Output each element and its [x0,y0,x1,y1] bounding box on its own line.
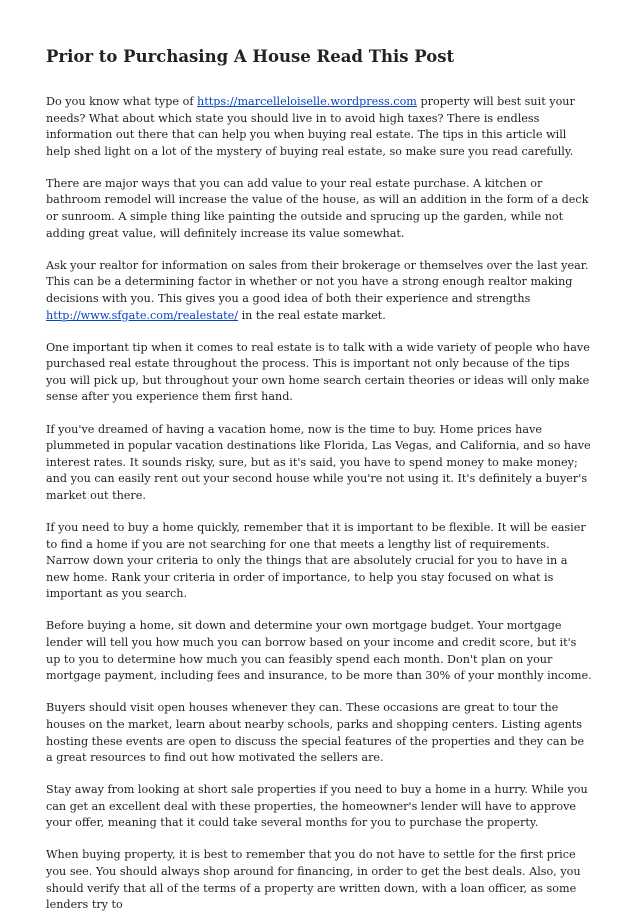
paragraph-1 [46,94,592,160]
paragraph-6: If you need to buy a home quickly, remember that it is important to be flexible. It will be easier to find a home if you are not searching for one that meets a lengthy list of requirements. Narrow down your criteria to only the things that are absolutely crucial for you to have in a new home. Rank your criteria in order of importance, to help you stay focused on what is important as you search. [46,520,586,601]
paragraph-3 [46,258,592,324]
paragraph-5: If you've dreamed of having a vacation home, now is the time to buy. Home prices have plummeted in popular vacation destinations like Florida, Las Vegas, and California, and so have interest rates. It sounds risky, sure, but as it's said, you have to spend money to make money; and you can easily rent out your second house while you're not using it. It's definitely a buyer's market out there. [46,422,591,502]
marcelleloiselle-link[interactable]: https://marcelleloiselle.wordpress.com [197,95,417,108]
paragraph-8: Buyers should visit open houses whenever they can. These occasions are great to tour the houses on the market, learn about nearby schools, parks and shopping centers. Listing agents hosting these events are open to discuss the special features of the properties and they can be a great resources to find out how motivated the sellers are. [46,701,585,765]
paragraph-4: One important tip when it comes to real estate is to talk with a wide variety of people who have purchased real estate throughout the process. This is important not only because of the tips you will pick up, but throughout your own home search certain theories or ideas will only make sense after you experience them first hand. [46,340,590,404]
paragraph-10: When buying property, it is best to remember that you do not have to settle for the first price you see. You should always shop around for financing, in order to get the best deals. Also, you should verify that all of the terms of a property are written down, with a loan officer, as some lenders try to [46,848,581,912]
paragraph-9: Stay away from looking at short sale properties if you need to buy a home in a hurry. While you can get an excellent deal with these properties, the homeowner's lender will have to approve your offer, meaning that it could take several months for you to purchase the property. [46,783,588,830]
paragraph-7: Before buying a home, sit down and determine your own mortgage budget. Your mortgage lender will tell you how much you can borrow based on your income and credit score, but it's up to you to determine how much you can feasibly spend each month. Don't plan on your mortgage payment, including fees and insurance, to be more than 30% of your monthly income. [46,619,592,683]
paragraph-2: There are major ways that you can add value to your real estate purchase. A kitchen or bathroom remodel will increase the value of the house, as will an addition in the form of a deck or sunroom. A simple thing like painting the outside and sprucing up the garden, while not adding great value, will definitely increase its value somewhat. [46,176,589,240]
paragraph-3-text-b: in the real estate market. [238,308,386,322]
paragraph-1-text-a: Do you know what type of [46,95,198,108]
page-title: Prior to Purchasing A House Read This Post [46,47,455,66]
paragraph-3-text-a: Ask your realtor for information on sales from their brokerage or themselves over the last year. This can be a determining factor in whether or not you have a strong enough realtor making decisions with you. This gives you a good idea of both their experience and strengths [46,258,589,305]
sfgate-realestate-link[interactable]: http://www.sfgate.com/realestate/ [46,308,239,322]
paragraph-1-text-b: property will best suit your needs? What about which state you should live in to avoid high taxes? There is endless information out there that can help you when buying real estate. The tips in this article will help shed light on a lot of the mystery of buying real estate, so make sure you read carefully. [46,95,575,158]
